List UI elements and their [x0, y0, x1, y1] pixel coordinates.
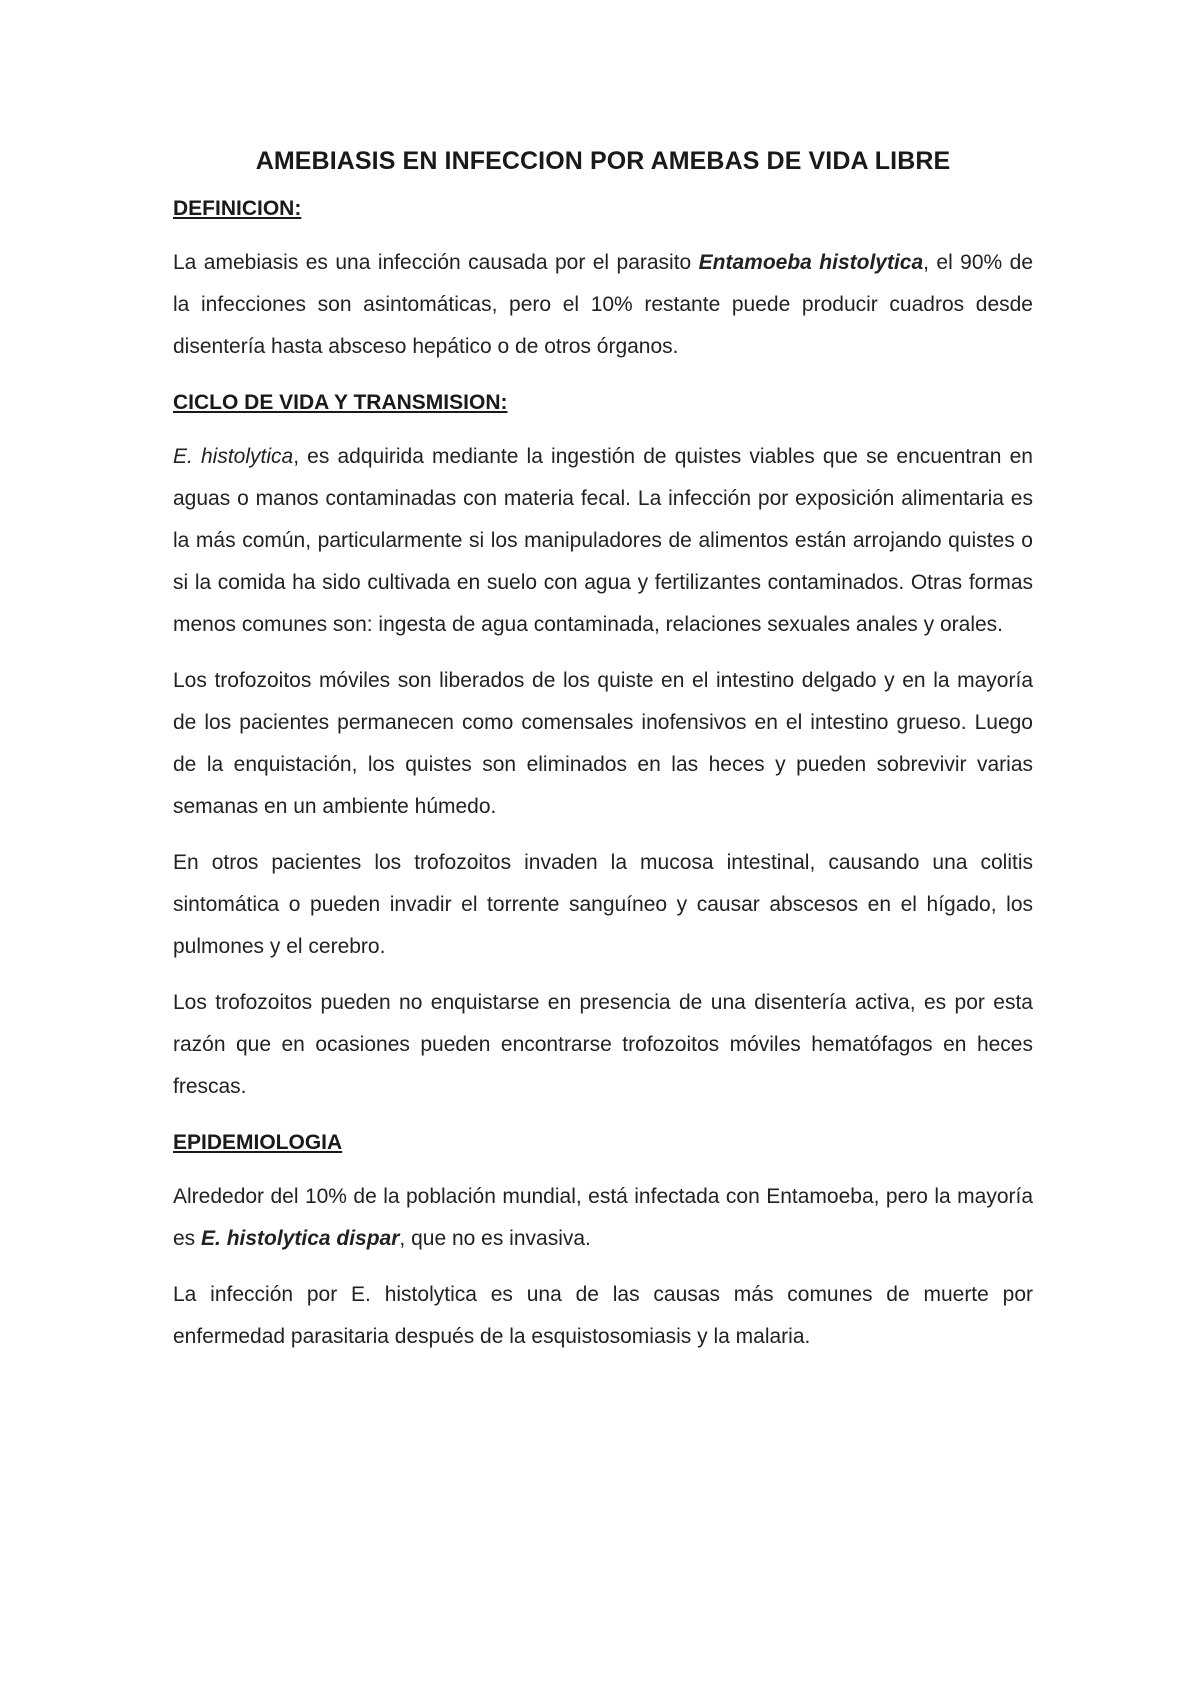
document-body	[173, 140, 1033, 1358]
species-name-emphasis: E. histolytica dispar	[201, 1227, 400, 1250]
document-title: AMEBIASIS EN INFECCION POR AMEBAS DE VIDA LIBRE	[255, 147, 951, 175]
species-name-italic: E. histolytica	[173, 445, 294, 468]
paragraph-ciclo-1	[173, 436, 1033, 646]
paragraph-ciclo-3: En otros pacientes los trofozoitos invaden la mucosa intestinal, causando una colitis sintomática o pueden invadir el torrente sanguíneo y causar abscesos en el hígado, los pulmones y el cerebro.	[173, 851, 1033, 958]
text-run: Alrededor del 10% de la población mundial, está infectada con Entamoeba, pero la mayoría es	[173, 1185, 1033, 1250]
text-run: , es adquirida mediante la ingestión de quistes viables que se encuentran en aguas o manos contaminadas con materia fecal. La infección por exposición alimentaria es la más común, particularmente si los manipuladores de alimentos están arrojando quistes o si la comida ha sido cultivada en suelo con agua y fertilizantes contaminados. Otras formas menos comunes son: ingesta de agua contaminada, relaciones sexuales anales y orales.	[173, 445, 1033, 636]
paragraph-ciclo-2: Los trofozoitos móviles son liberados de los quiste en el intestino delgado y en la mayoría de los pacientes permanecen como comensales inofensivos en el intestino grueso. Luego de la enquistación, los quistes son eliminados en las heces y pueden sobrevivir varias semanas en un ambiente húmedo.	[173, 669, 1033, 818]
section-heading-epidemiologia: EPIDEMIOLOGIA	[173, 1131, 343, 1154]
text-run: , el 90% de la infecciones son asintomáticas, pero el 10% restante puede producir cuadros desde disentería hasta absceso hepático o de otros órganos.	[173, 251, 1033, 358]
paragraph-epidemiologia-2: La infección por E. histolytica es una de las causas más comunes de muerte por enfermedad parasitaria después de la esquistosomiasis y la malaria.	[173, 1283, 1033, 1348]
section-heading-definicion: DEFINICION:	[173, 197, 302, 220]
paragraph-definicion	[173, 242, 1033, 368]
paragraph-ciclo-4: Los trofozoitos pueden no enquistarse en presencia de una disentería activa, es por esta razón que en ocasiones pueden encontrarse trofozoitos móviles hematófagos en heces frescas.	[173, 991, 1033, 1098]
section-heading-ciclo: CICLO DE VIDA Y TRANSMISION:	[173, 391, 508, 414]
paragraph-epidemiologia-1	[173, 1176, 1033, 1260]
text-run: La amebiasis es una infección causada por el parasito	[173, 251, 699, 274]
text-run: , que no es invasiva.	[399, 1227, 591, 1250]
species-name-emphasis: Entamoeba histolytica	[698, 251, 924, 274]
